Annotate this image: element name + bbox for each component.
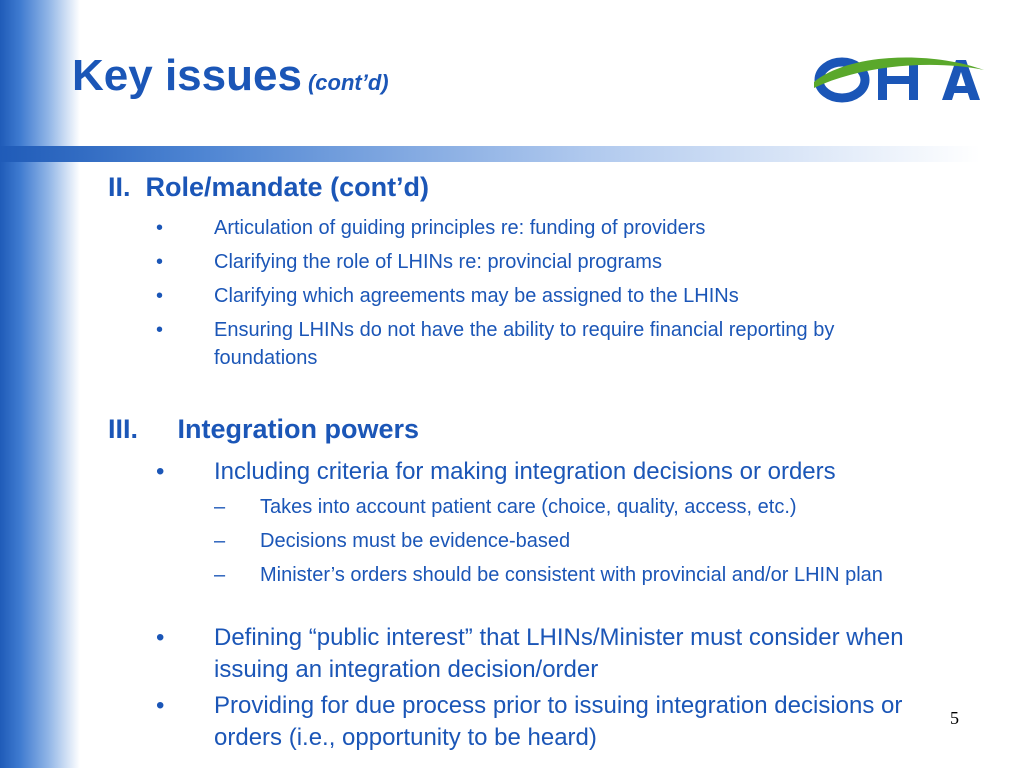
list-item-text: Including criteria for making integration decisions or orders xyxy=(214,458,836,485)
page-number: 5 xyxy=(950,708,959,728)
bullet-marker: • xyxy=(156,458,165,485)
list-item-text: Providing for due process prior to issuing integration decisions or orders (i.e., opportunity to be heard) xyxy=(214,692,903,751)
sub-list-item xyxy=(214,494,980,521)
sub-list-item xyxy=(214,528,980,555)
bullet-marker: • xyxy=(156,624,165,651)
list-item xyxy=(156,282,914,310)
bullet-marker: • xyxy=(156,285,164,307)
bullet-marker: • xyxy=(156,217,164,239)
section-iii-heading xyxy=(108,414,419,445)
list-item xyxy=(156,248,914,276)
slide-title-main: Key issues xyxy=(72,51,302,100)
sub-list-item-text: Decisions must be evidence-based xyxy=(260,530,571,552)
dash-marker: – xyxy=(214,496,226,518)
list-item xyxy=(156,316,894,372)
bullet-marker: • xyxy=(156,692,165,719)
list-item xyxy=(156,214,914,242)
sub-list-item xyxy=(214,562,950,589)
section-iii-numeral: III. xyxy=(108,414,139,444)
dash-marker: – xyxy=(214,564,226,586)
section-ii-heading xyxy=(108,172,429,203)
list-item xyxy=(156,690,914,754)
list-item-text: Ensuring LHINs do not have the ability to require financial reporting by foundations xyxy=(214,319,835,369)
sub-list-item-text: Minister’s orders should be consistent with provincial and/or LHIN plan xyxy=(260,564,883,586)
dash-marker: – xyxy=(214,530,226,552)
bullet-marker: • xyxy=(156,319,164,341)
list-item-text: Articulation of guiding principles re: funding of providers xyxy=(214,217,706,239)
list-item xyxy=(156,456,974,488)
list-item-text: Clarifying which agreements may be assigned to the LHINs xyxy=(214,285,739,307)
sub-list-item-text: Takes into account patient care (choice, quality, access, etc.) xyxy=(260,496,797,518)
bullet-marker: • xyxy=(156,251,164,273)
list-item xyxy=(156,622,974,686)
section-ii-numeral: II. xyxy=(108,172,131,202)
section-iii-title: Integration powers xyxy=(177,414,420,444)
list-item-text: Clarifying the role of LHINs re: provincial programs xyxy=(214,251,662,273)
section-ii-title: Role/mandate (cont’d) xyxy=(145,172,430,202)
slide-title-sub: (cont’d) xyxy=(307,70,389,95)
list-item-text: Defining “public interest” that LHINs/Minister must consider when issuing an integration decision/order xyxy=(214,624,904,683)
